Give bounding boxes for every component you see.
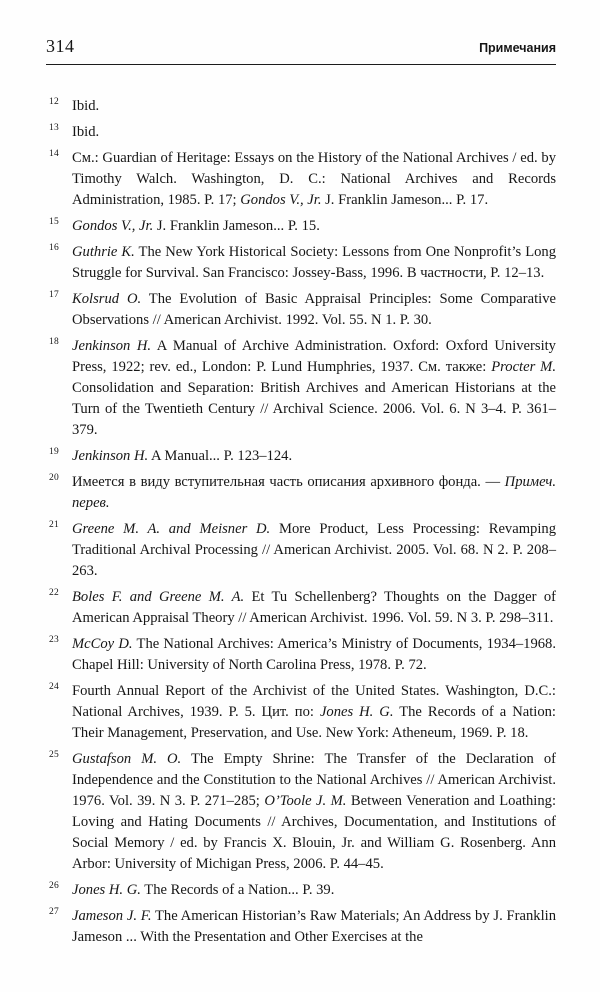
note-number: 24: [49, 682, 60, 692]
note-item: [46, 148, 556, 211]
running-title: Примечания: [479, 41, 556, 55]
note-number: 21: [49, 520, 60, 530]
note-number: 17: [49, 290, 60, 300]
note-text-segment: The Records of a Nation... P. 39.: [140, 882, 335, 898]
note-text-segment: См.: Guardian of Heritage: Essays on the History of the National Archives / ed. by Timothy Walch. Washington, D. C.: National Archives and Records Administration, 1985. P. 17;: [72, 150, 556, 208]
note-number: 20: [49, 473, 60, 483]
note-number: 18: [49, 337, 60, 347]
note-item: [46, 906, 556, 948]
note-text: [72, 96, 556, 117]
note-author-italic: Kolsrud O.: [72, 291, 142, 307]
note-text: [72, 216, 556, 237]
note-item: [46, 289, 556, 331]
note-author-italic: O’Toole J. M.: [264, 793, 347, 809]
note-number: 14: [49, 149, 60, 159]
note-text: [72, 148, 556, 211]
note-author-italic: Procter M.: [491, 359, 556, 375]
note-text: [72, 880, 556, 901]
note-text: [72, 472, 556, 514]
note-number: 22: [49, 588, 60, 598]
note-author-italic: Jenkinson H.: [72, 448, 149, 464]
header-rule: [46, 64, 556, 65]
note-text-segment: Ibid.: [72, 98, 100, 114]
note-text: [72, 122, 556, 143]
note-number: 26: [49, 881, 60, 891]
note-author-italic: Gustafson M. O.: [72, 751, 182, 767]
note-item: [46, 96, 556, 117]
note-author-italic: Jenkinson H.: [72, 338, 152, 354]
note-text-segment: J. Franklin Jameson... P. 17.: [321, 192, 489, 208]
note-text-segment: Consolidation and Separation: British Archives and American Historians at the Turn of the Twentieth Century // Archival Science. 2006. Vol. 6. N 3–4. P. 361–379.: [72, 380, 556, 438]
note-item: [46, 681, 556, 744]
note-author-italic: Примеч. перев.: [72, 474, 556, 511]
page-number: 314: [46, 36, 75, 56]
note-text-segment: J. Franklin Jameson... P. 15.: [153, 218, 320, 234]
note-text: [72, 242, 556, 284]
note-text: [72, 336, 556, 441]
note-author-italic: Gondos V., Jr.: [72, 218, 154, 234]
note-text-segment: The National Archives: America’s Ministry of Documents, 1934–1968. Chapel Hill: University of North Carolina Press, 1978. P. 72.: [72, 636, 557, 673]
note-text-segment: More Product, Less Processing: Revamping Traditional Archival Processing // American Archivist. 2005. Vol. 68. N 2. P. 208–263.: [72, 521, 556, 579]
note-item: [46, 242, 556, 284]
note-text-segment: The Empty Shrine: The Transfer of the Declaration of Independence and the Constitution to the National Archives // American Archivist. 1976. Vol. 39. N 3. P. 271–285;: [72, 751, 556, 809]
note-text-segment: The Evolution of Basic Appraisal Principles: Some Comparative Observations // American Archivist. 1992. Vol. 55. N 1. P. 30.: [72, 291, 556, 328]
note-number: 19: [49, 447, 60, 457]
note-text: [72, 446, 556, 467]
note-text-segment: The Records of a Nation: Their Management, Preservation, and Use. New York: Atheneum, 1969. P. 18.: [72, 704, 556, 741]
note-text-segment: A Manual of Archive Administration. Oxford: Oxford University Press, 1922; rev. ed., London: P. Lund Humphries, 1937. См. также:: [72, 338, 556, 375]
note-number: 27: [49, 907, 60, 917]
note-text: [72, 634, 556, 676]
note-item: [46, 749, 556, 875]
note-number: 15: [49, 217, 60, 227]
note-item: [46, 122, 556, 143]
note-author-italic: Jones H. G.: [319, 704, 394, 720]
note-item: [46, 472, 556, 514]
note-text: [72, 906, 556, 948]
note-number: 16: [49, 243, 60, 253]
note-text-segment: The New York Historical Society: Lessons from One Nonprofit’s Long Struggle for Survival. San Francisco: Jossey-Bass, 1996. В частности, P. 12–13.: [72, 244, 556, 281]
note-item: [46, 519, 556, 582]
note-text-segment: Between Veneration and Loathing: Loving and Hating Documents // Archives, Documentation, and Institutions of Social Memory / ed. by Francis X. Blouin, Jr. and William G. Rosenberg. Ann Arbor: University of Michigan Press, 2006. P. 44–45.: [72, 793, 556, 872]
note-item: [46, 587, 556, 629]
note-text-segment: Имеется в виду вступительная часть описания архивного фонда. —: [72, 474, 505, 490]
page-header: [46, 36, 556, 57]
note-text: [72, 749, 556, 875]
note-number: 23: [49, 635, 60, 645]
note-author-italic: Boles F. and Greene M. A.: [72, 589, 245, 605]
note-item: [46, 634, 556, 676]
note-author-italic: Greene M. A. and Meisner D.: [72, 521, 271, 537]
note-text-segment: Et Tu Schellenberg? Thoughts on the Dagger of American Appraisal Theory // American Archivist. 1996. Vol. 59. N 3. P. 298–311.: [72, 589, 556, 626]
note-number: 25: [49, 750, 60, 760]
note-number: 13: [49, 123, 60, 133]
note-author-italic: Gondos V., Jr.: [240, 192, 322, 208]
note-text-segment: Fourth Annual Report of the Archivist of the United States. Washington, D.C.: National Archives, 1939. P. 5. Цит. по:: [72, 683, 556, 720]
note-text-segment: Ibid.: [72, 124, 100, 140]
note-item: [46, 336, 556, 441]
note-author-italic: Jones H. G.: [72, 882, 141, 898]
note-text: [72, 587, 556, 629]
note-number: 12: [49, 97, 60, 107]
note-item: [46, 446, 556, 467]
note-item: [46, 216, 556, 237]
note-text-segment: The American Historian’s Raw Materials; An Address by J. Franklin Jameson ... With the Presentation and Other Exercises at the: [72, 908, 556, 945]
note-text: [72, 289, 556, 331]
endnotes-list: [46, 96, 556, 948]
note-item: [46, 880, 556, 901]
note-author-italic: Guthrie K.: [72, 244, 135, 260]
note-text: [72, 519, 556, 582]
note-author-italic: McCoy D.: [72, 636, 133, 652]
note-text: [72, 681, 556, 744]
note-text-segment: A Manual... P. 123–124.: [148, 448, 293, 464]
note-author-italic: Jameson J. F.: [72, 908, 152, 924]
